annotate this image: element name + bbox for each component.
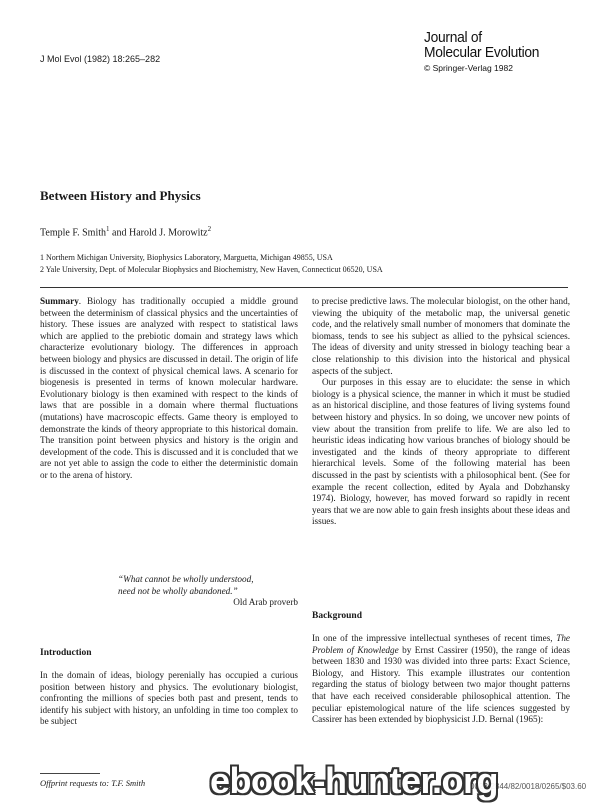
journal-masthead — [424, 30, 594, 73]
right-column-text — [312, 296, 570, 528]
summary-block — [40, 296, 298, 482]
article-title: Between History and Physics — [40, 188, 201, 203]
paragraph: In the domain of ideas, biology perenially has occupied a curious position between history and physics. The evolutionary biologist, confronting the millions of species both past and present, tends to identify his subject with history, an unfolding in time too complex to be subject — [40, 670, 298, 727]
journal-name-line2: Molecular Evolution — [424, 44, 540, 61]
paragraph: to precise predictive laws. The molecular biologist, on the other hand, viewing the ubiquity of the metabolic map, the universal genetic code, and the relatively small number of monomers that dominate the biomass, tends to see his subject as allied to the pyhsical sciences. The ideas of diversity and unity stressed in biology teaching bear a close relationship to this division into the historical and physical aspects of the subject. — [312, 296, 570, 376]
author-affil-mark: 1 — [106, 225, 110, 233]
author-affil-mark: 2 — [207, 225, 212, 233]
epigraph-source: Old Arab proverb — [233, 597, 298, 608]
offprint-requests: Offprint requests to: T.F. Smith — [40, 778, 146, 788]
header-divider — [40, 287, 568, 288]
epigraph — [118, 574, 298, 609]
text-run: by Ernst Cassirer (1950), the range of ideas between 1830 and 1930 was divided into three parts: Exact Science, Biology, and History. This example illustrates our contention regarding the status of biology between two major thought patterns that have each received considerable philosophical attention. The peculiar epistemological nature of the life sciences suggested by Cassirer has been extended by biophysicist J.D. Bernal (1965): — [312, 644, 570, 725]
journal-name-line1: Journal of — [424, 29, 482, 46]
author-name: Temple F. Smith — [40, 227, 107, 239]
affiliation-1: 1 Northern Michigan University, Biophysics Laboratory, Marguetta, Michigan 49855, USA — [40, 253, 333, 262]
paragraph: Our purposes in this essay are to elucidate: the sense in which biology is a physical science, the manner in which it must be studied as an historical discipline, and those features of living systems found between history and physics. In so doing, we uncover new points of view about the transition from prelife to life. We are also led to heuristic ideas indicating how various branches of biology should be investigated and the kinds of theory appropriate to different hierarchical levels. Some of the following material has been discussed in the past by scientists with a philosophical bent. (See for example the recent collection, edited by Ayala and Dobzhansky 1974). Biology, however, has moved forward so rapidly in recent years that we are now able to gain fresh insights about these ideas and issues. — [312, 377, 570, 527]
epigraph-quote-line: “What cannot be wholly understood, — [118, 574, 254, 584]
article-code: 0022-2844/82/0018/0265/$03.60 — [470, 782, 587, 791]
background-text — [312, 633, 570, 726]
summary-text: . Biology has traditionally occupied a middle ground between the determinism of classical physics and the uncertainties of history. These issues are analyzed with respect to statistical laws which are applied to the prebiotic domain and strategy laws which characterize evolutionary biology. The differences in approach between biology and physics are discussed in detail. The origin of life is discussed in the context of physical chemical laws. A scenario for biogenesis is presented in terms of known molecular hardware. Evolutionary biology is then examined with respect to the kinds of laws that are possible in a domain where thermal fluctuations (mutations) have macroscopic effects. Game theory is employed to demonstrate the kinds of theory appropriate to this historical domain. The transition point between physics and history is the origin and development of the code. This is discussed and it is concluded that we are not yet able to assign the code to either the deterministic domain or to the arena of history. — [40, 296, 298, 480]
paragraph — [312, 633, 570, 726]
journal-citation: J Mol Evol (1982) 18:265–282 — [40, 54, 161, 64]
footnote-divider — [40, 773, 100, 774]
author-name: Harold J. Morowitz — [128, 227, 208, 239]
section-heading-background: Background — [312, 611, 362, 621]
author-join: and — [109, 227, 129, 239]
introduction-text — [40, 670, 298, 728]
summary-label: Summary — [40, 296, 79, 306]
affiliation-2: 2 Yale University, Dept. of Molecular Biophysics and Biochemistry, New Haven, Connecticut 06520, USA — [40, 265, 383, 274]
watermark-logo: ebook-hunter.org — [210, 760, 498, 801]
epigraph-quote-line: need not be wholly abandoned.” — [118, 585, 238, 596]
publisher-copyright: © Springer-Verlag 1982 — [424, 63, 513, 73]
book-title: The Problem of Knowledge — [312, 633, 570, 655]
section-heading-introduction: Introduction — [40, 648, 92, 658]
text-run: In one of the impressive intellectual syntheses of recent times, — [312, 633, 557, 643]
author-line — [40, 225, 211, 238]
